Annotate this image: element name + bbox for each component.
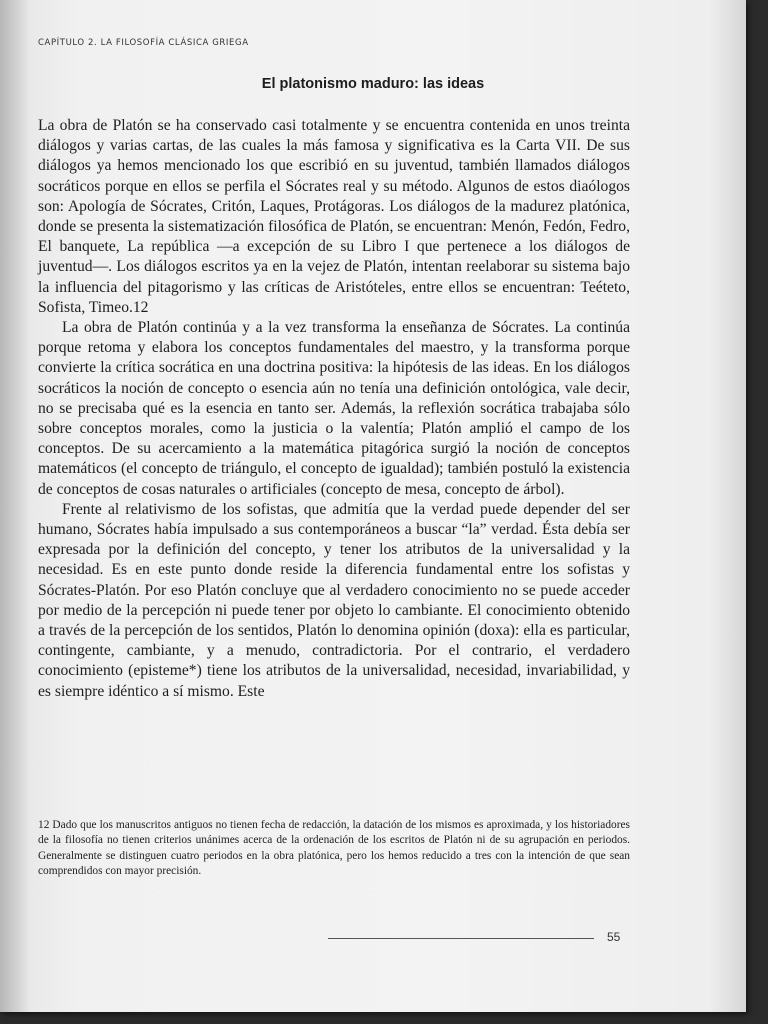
gutter-shadow <box>0 0 30 1012</box>
footnote: 12 Dado que los manuscritos antiguos no tienen fecha de redacción, la datación de los mismos es aproximada, y los historiadores de la filosofía no tienen criterios unánimes acerca de la ordenación de los escritos de Platón ni de su agrupación en periodos. Generalmente se distinguen cuatro periodos en la obra platónica, pero los hemos reducido a tres con la intención de que sean comprendidos con mayor precisión. <box>38 819 630 877</box>
paragraph-1: La obra de Platón se ha conservado casi totalmente y se encuentra contenida en unos treinta diálogos y varias cartas, de las cuales la más famosa y significativa es la Carta VII. De sus diálogos ya hemos mencionado los que escribió en su juventud, también llamados diálogos socráticos porque en ellos se perfila el Sócrates real y su método. Algunos de estos diaólogos son: Apología de Sócrates, Critón, Laques, Protágoras. Los diálogos de la madurez platónica, donde se presenta la sistematización filosófica de Platón, se encuentran: Menón, Fedón, Fedro, El banquete, La república —a excepción de su Libro I que pertenece a los diálogos de juventud—. Los diálogos escritos ya en la vejez de Platón, intentan reelaborar su sistema bajo la influencia del pitagorismo y las críticas de Aristóteles, entre ellos se encuentran: Teéteto, Sofista, Timeo.12 <box>38 117 630 316</box>
body-text <box>38 116 630 702</box>
section-title: El platonismo maduro: las ideas <box>261 76 485 92</box>
footer-rule <box>328 938 594 939</box>
running-head: CAPÍTULO 2. LA FILOSOFÍA CLÁSICA GRIEGA <box>38 38 249 48</box>
paragraph-3: Frente al relativismo de los sofistas, que admitía que la verdad puede depender del ser humano, Sócrates había impulsado a sus contemporáneos a buscar “la” verdad. Ésta debía ser expresada por la definición del concepto, y tener los atributos de la universalidad y la necesidad. Es en este punto donde reside la diferencia fundamental entre los sofistas y Sócrates-Platón. Por eso Platón concluye que al verdadero conocimiento no se puede acceder por medio de la percepción ni puede tener por objeto lo cambiante. El conocimiento obtenido a través de la percepción de los sentidos, Platón lo denomina opinión (doxa): ella es particular, contingente, cambiante, y a menudo, contradictoria. Por el contrario, el verdadero conocimiento (episteme*) tiene los atributos de la universalidad, necesidad, invariabilidad, y es siempre idéntico a sí mismo. Este <box>38 500 630 700</box>
page-number: 55 <box>607 930 621 944</box>
paragraph-2: La obra de Platón continúa y a la vez transforma la enseñanza de Sócrates. La continúa porque retoma y elabora los conceptos fundamentales del maestro, y la transforma porque convierte la crítica socrática en una doctrina positiva: la hipótesis de las ideas. En los diálogos socráticos la noción de concepto o esencia aún no tenía una definición ontológica, vale decir, no se precisaba qué es la esencia en tanto ser. Además, la reflexión socrática trabajaba sólo sobre conceptos morales, como la justicia o la valentía; Platón amplió el campo de los conceptos. De su acercamiento a la matemática pitagórica surgió la noción de conceptos matemáticos (el concepto de triángulo, el concepto de igualdad); también postuló la existencia de conceptos de cosas naturales o artificiales (concepto de mesa, concepto de árbol). <box>38 319 630 498</box>
